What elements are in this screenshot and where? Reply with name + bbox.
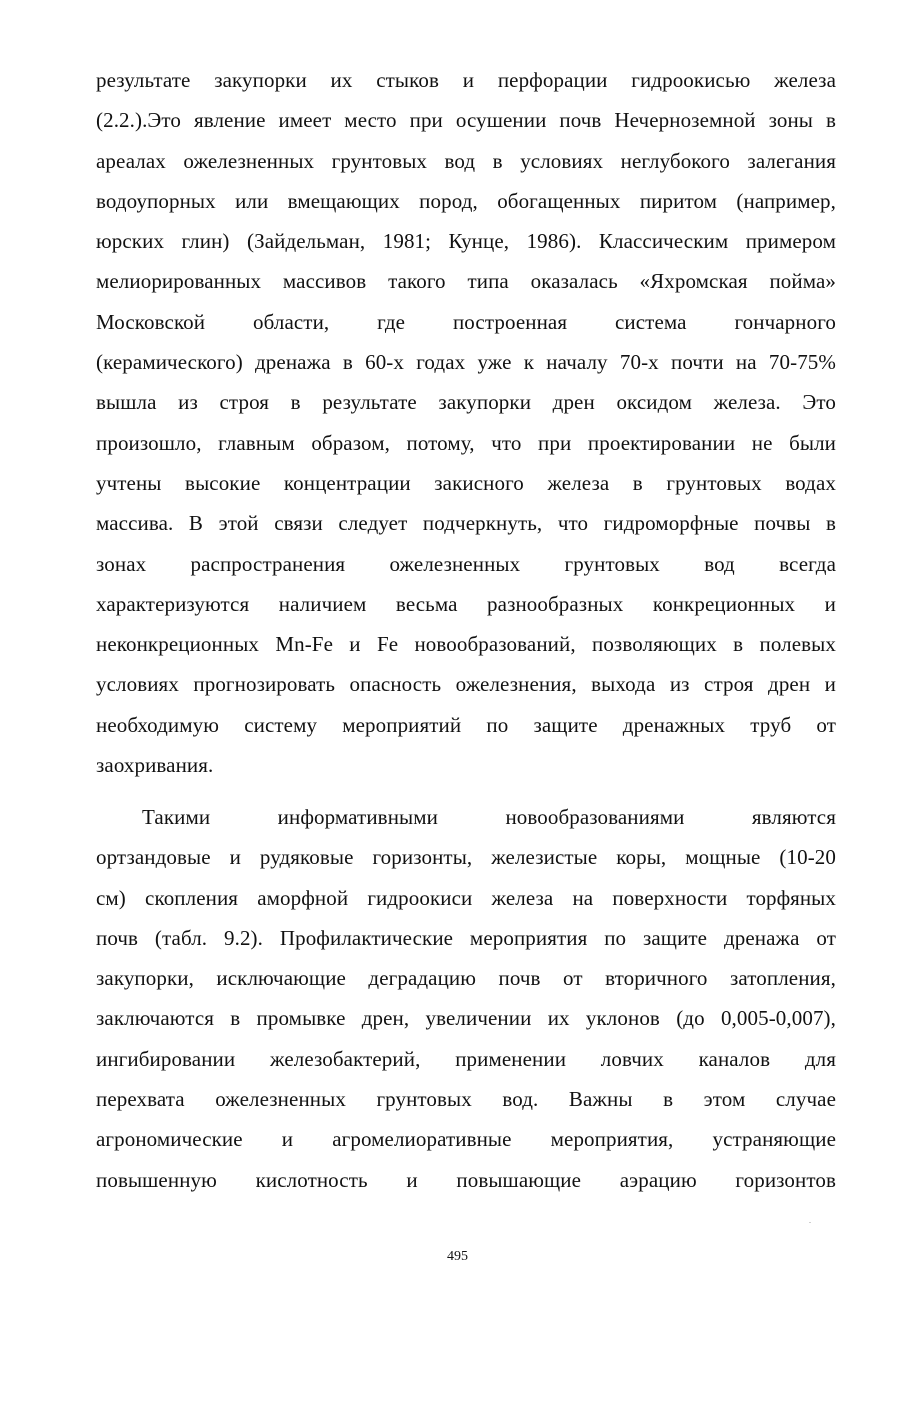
paragraph-2 — [96, 797, 836, 1200]
text-line: характеризуются наличием весьма разнообразных конкреционных и — [96, 591, 836, 616]
text-line: мелиорированных массивов такого типа оказалась «Яхромская пойма» — [96, 269, 836, 294]
text-line: ареалах ожелезненных грунтовых вод в условиях неглубокого залегания — [96, 148, 836, 173]
text-line: вышла из строя в результате закупорки дрен оксидом железа. Это — [96, 390, 836, 415]
text-line: см) скопления аморфной гидроокиси железа на поверхности торфяных — [96, 885, 836, 910]
text-line: юрских глин) (Зайдельман, 1981; Кунце, 1986). Классическим примером — [96, 229, 836, 254]
text-line: необходимую систему мероприятий по защите дренажных труб от — [96, 712, 836, 737]
text-line: заохривания. — [96, 753, 214, 778]
text-line: агрономические и агромелиоративные мероприятия, устраняющие — [96, 1127, 836, 1152]
text-line: водоупорных или вмещающих пород, обогащенных пиритом (например, — [96, 188, 836, 213]
text-line: закупорки, исключающие деградацию почв от вторичного затопления, — [96, 966, 836, 991]
text-line: почв (табл. 9.2). Профилактические мероприятия по защите дренажа от — [96, 925, 836, 950]
text-line: заключаются в промывке дрен, увеличении их уклонов (до 0,005-0,007), — [96, 1006, 836, 1031]
text-line: неконкреционных Mn-Fe и Fe новообразований, позволяющих в полевых — [96, 632, 836, 657]
text-line: ингибировании железобактерий, применении ловчих каналов для — [96, 1046, 836, 1071]
text-line: повышенную кислотность и повышающие аэрацию горизонтов — [96, 1167, 836, 1192]
text-line: массива. В этой связи следует подчеркнуть, что гидроморфные почвы в — [96, 511, 836, 536]
text-line: произошло, главным образом, потому, что при проектировании не были — [96, 430, 836, 455]
text-line: (2.2.).Это явление имеет место при осушении почв Нечерноземной зоны в — [96, 108, 836, 133]
text-line: Московской области, где построенная система гончарного — [96, 309, 836, 334]
page-number: 495 — [447, 1249, 468, 1264]
text-line: зонах распространения ожелезненных грунтовых вод всегда — [96, 551, 836, 576]
text-line: (керамического) дренажа в 60-х годах уже к началу 70-х почти на 70-75% — [96, 350, 836, 375]
text-line: условиях прогнозировать опасность ожелезнения, выхода из строя дрен и — [96, 672, 836, 697]
text-line: результате закупорки их стыков и перфорации гидроокисью железа — [96, 68, 836, 92]
text-line: учтены высокие концентрации закисного железа в грунтовых водах — [96, 470, 836, 495]
text-line: перехвата ожелезненных грунтовых вод. Важны в этом случае — [96, 1087, 836, 1112]
text-line: Такими информативными новообразованиями являются — [142, 805, 836, 829]
scan-speck — [809, 1222, 811, 1223]
paragraph-1 — [96, 60, 836, 785]
text-line: ортзандовые и рудяковые горизонты, железистые коры, мощные (10-20 — [96, 845, 836, 870]
